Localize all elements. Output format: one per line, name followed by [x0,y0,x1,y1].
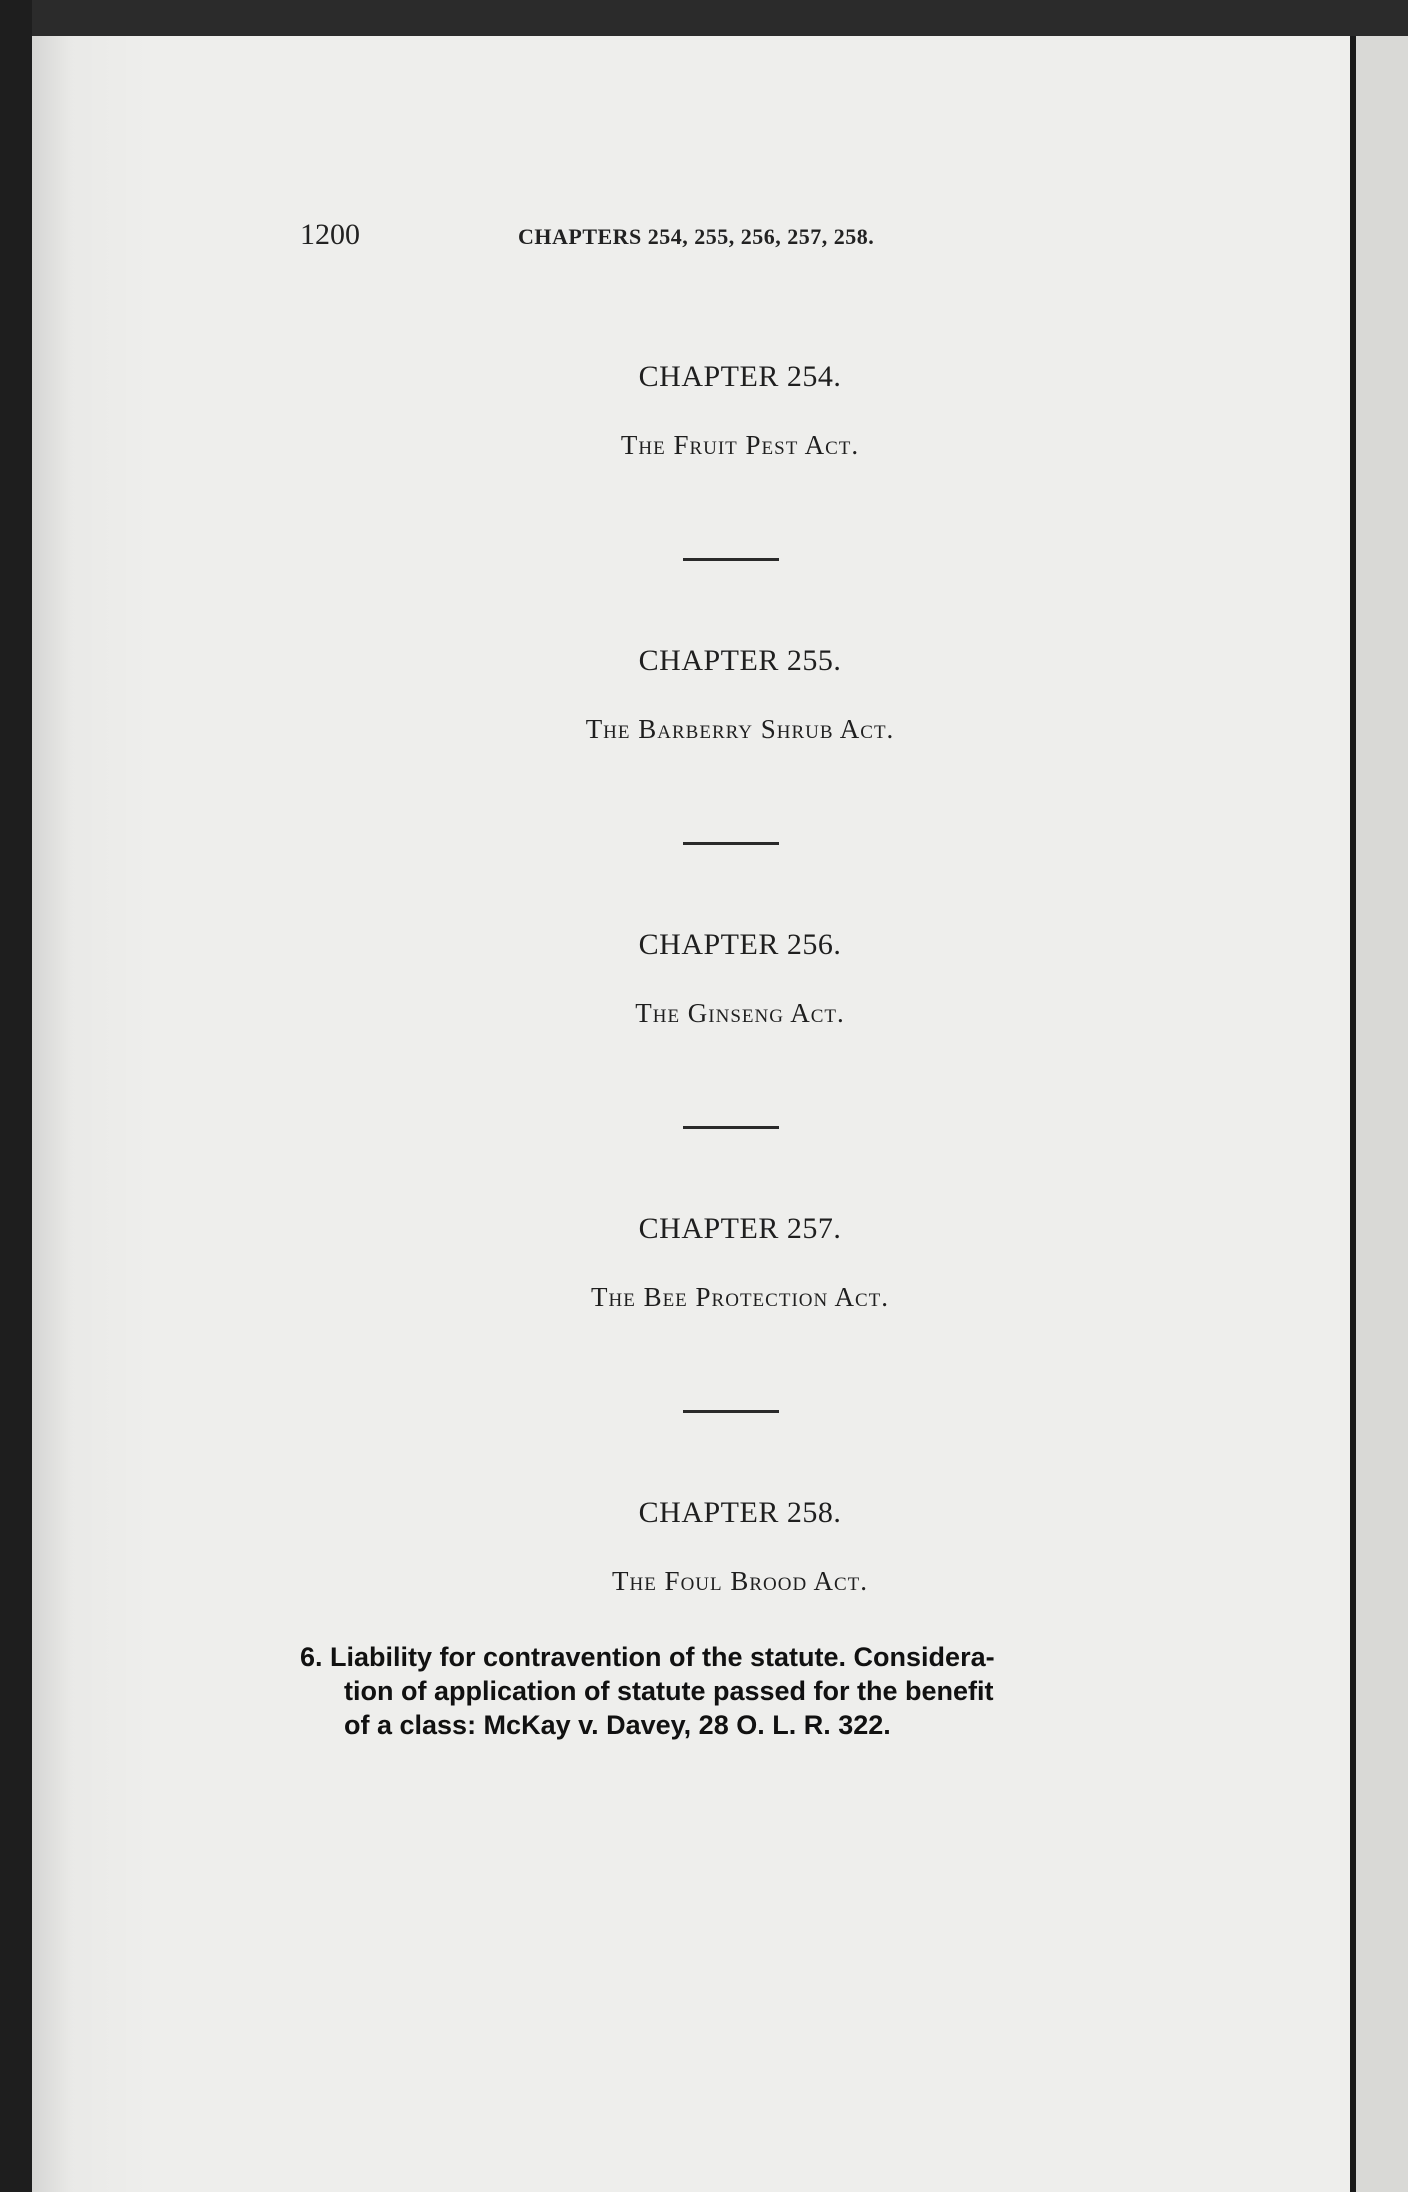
chapter-heading: CHAPTER 256. [638,928,842,961]
chapter-heading: CHAPTER 255. [638,644,842,677]
chapter-255-block [300,644,1180,745]
act-title: The Bee Protection Act. [591,1282,889,1312]
section-divider [683,1410,779,1413]
act-title: The Ginseng Act. [635,998,845,1028]
chapter-257-block [300,1212,1180,1313]
chapter-heading: CHAPTER 254. [638,360,842,393]
chapter-258-block [300,1496,1180,1597]
page-header [300,218,1180,258]
chapter-heading: CHAPTER 258. [638,1496,842,1529]
chapter-heading: CHAPTER 257. [638,1212,842,1245]
running-head: CHAPTERS 254, 255, 256, 257, 258. [518,224,875,249]
adjacent-page-edge [1350,36,1408,2192]
act-title: The Foul Brood Act. [611,1566,869,1596]
annotation-line: 6. Liability for contravention of the statute. Considera- [300,1642,995,1672]
annotation-line: tion of application of statute passed for the benefit [344,1676,994,1706]
section-divider [683,842,779,845]
section-divider [683,558,779,561]
act-title: The Fruit Pest Act. [620,430,860,460]
chapter-256-block [300,928,1180,1029]
annotation-note [300,1640,1180,1742]
section-divider [683,1126,779,1129]
act-title: The Barberry Shrub Act. [585,714,895,744]
scan-border-left [0,0,32,2192]
annotation-line: of a class: McKay v. Davey, 28 O. L. R. 322. [344,1710,891,1740]
page-number: 1200 [300,218,360,251]
chapter-254-block [300,360,1180,461]
scan-border-top [0,0,1408,36]
